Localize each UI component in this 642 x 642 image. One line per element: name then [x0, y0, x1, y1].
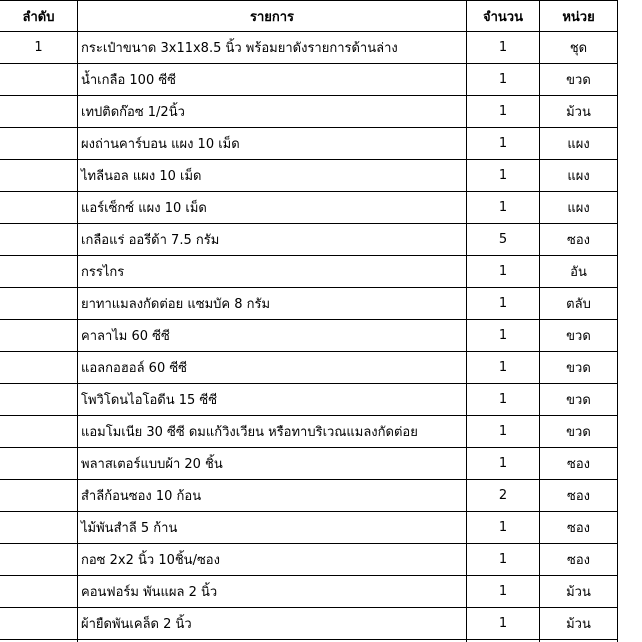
- cell-no: [0, 448, 78, 480]
- cell-no: [0, 384, 78, 416]
- cell-no: [0, 256, 78, 288]
- cell-no: [0, 352, 78, 384]
- cell-no: [0, 192, 78, 224]
- table-row: [0, 352, 618, 384]
- header-row: [0, 1, 618, 32]
- cell-unit: อัน: [540, 256, 618, 288]
- cell-item: ยาทาแมลงกัดต่อย แซมบัค 8 กรัม: [78, 288, 467, 320]
- cell-item: กระเป๋าขนาด 3x11x8.5 นิ้ว พร้อมยาดังรายการด้านล่าง: [78, 32, 467, 64]
- table-row: [0, 576, 618, 608]
- cell-qty: 1: [467, 192, 540, 224]
- cell-qty: 1: [467, 448, 540, 480]
- cell-unit: แผง: [540, 192, 618, 224]
- cell-no: [0, 544, 78, 576]
- cell-unit: ม้วน: [540, 576, 618, 608]
- cell-item: น้ำเกลือ 100 ซีซี: [78, 64, 467, 96]
- cell-unit: ซอง: [540, 448, 618, 480]
- table-row: [0, 64, 618, 96]
- table-row: [0, 512, 618, 544]
- cell-no: [0, 416, 78, 448]
- header-no: ลำดับ: [0, 1, 78, 32]
- cell-no: [0, 480, 78, 512]
- table-body: [0, 32, 618, 642]
- table-row: [0, 416, 618, 448]
- table-row: [0, 320, 618, 352]
- cell-item: เทปติดก๊อซ 1/2นิ้ว: [78, 96, 467, 128]
- cell-qty: 1: [467, 64, 540, 96]
- cell-unit: ซอง: [540, 544, 618, 576]
- cell-no: [0, 512, 78, 544]
- table-row: [0, 544, 618, 576]
- cell-unit: แผง: [540, 160, 618, 192]
- cell-qty: 1: [467, 544, 540, 576]
- cell-qty: 1: [467, 352, 540, 384]
- cell-qty: 1: [467, 576, 540, 608]
- cell-unit: ขวด: [540, 384, 618, 416]
- cell-no: [0, 608, 78, 640]
- table-row: [0, 224, 618, 256]
- header-unit: หน่วย: [540, 1, 618, 32]
- cell-no: 1: [0, 32, 78, 64]
- table-row: [0, 448, 618, 480]
- cell-item: เกลือแร่ ออรีด้า 7.5 กรัม: [78, 224, 467, 256]
- cell-unit: ขวด: [540, 320, 618, 352]
- cell-qty: 1: [467, 128, 540, 160]
- cell-item: คอนฟอร์ม พันแผล 2 นิ้ว: [78, 576, 467, 608]
- table-row: [0, 96, 618, 128]
- cell-no: [0, 128, 78, 160]
- cell-qty: 1: [467, 96, 540, 128]
- cell-qty: 1: [467, 512, 540, 544]
- cell-qty: 1: [467, 384, 540, 416]
- cell-item: แอลกอฮอล์ 60 ซีซี: [78, 352, 467, 384]
- table-row: [0, 384, 618, 416]
- cell-item: พลาสเตอร์แบบผ้า 20 ชิ้น: [78, 448, 467, 480]
- cell-unit: ซอง: [540, 224, 618, 256]
- cell-item: แอร์เซ็กซ์ แผง 10 เม็ด: [78, 192, 467, 224]
- table-row: [0, 480, 618, 512]
- cell-no: [0, 288, 78, 320]
- cell-no: [0, 576, 78, 608]
- cell-unit: ตลับ: [540, 288, 618, 320]
- cell-item: คาลาไม 60 ซีซี: [78, 320, 467, 352]
- cell-qty: 1: [467, 608, 540, 640]
- cell-unit: ม้วน: [540, 608, 618, 640]
- cell-unit: ขวด: [540, 64, 618, 96]
- cell-qty: 1: [467, 320, 540, 352]
- table-row: [0, 608, 618, 640]
- cell-qty: 1: [467, 288, 540, 320]
- cell-qty: 1: [467, 416, 540, 448]
- cell-unit: ม้วน: [540, 96, 618, 128]
- cell-no: [0, 224, 78, 256]
- cell-unit: แผง: [540, 128, 618, 160]
- cell-no: [0, 160, 78, 192]
- cell-unit: ขวด: [540, 352, 618, 384]
- table-row: [0, 192, 618, 224]
- cell-qty: 1: [467, 160, 540, 192]
- cell-qty: 2: [467, 480, 540, 512]
- cell-item: กอซ 2x2 นิ้ว 10ชิ้น/ซอง: [78, 544, 467, 576]
- cell-qty: 1: [467, 256, 540, 288]
- table-row: [0, 160, 618, 192]
- header-qty: จำนวน: [467, 1, 540, 32]
- table-row: [0, 32, 618, 64]
- cell-unit: ซอง: [540, 480, 618, 512]
- cell-qty: 5: [467, 224, 540, 256]
- cell-item: สำลีก้อนซอง 10 ก้อน: [78, 480, 467, 512]
- cell-item: โพวิโดนไอโอดีน 15 ซีซี: [78, 384, 467, 416]
- cell-unit: ขวด: [540, 416, 618, 448]
- cell-item: ไทลีนอล แผง 10 เม็ด: [78, 160, 467, 192]
- cell-unit: ชุด: [540, 32, 618, 64]
- cell-item: กรรไกร: [78, 256, 467, 288]
- cell-no: [0, 64, 78, 96]
- cell-item: ไม้พันสำลี 5 ก้าน: [78, 512, 467, 544]
- cell-no: [0, 96, 78, 128]
- cell-item: ผงถ่านคาร์บอน แผง 10 เม็ด: [78, 128, 467, 160]
- table-row: [0, 128, 618, 160]
- header-item: รายการ: [78, 1, 467, 32]
- cell-item: ผ้ายืดพันเคล็ด 2 นิ้ว: [78, 608, 467, 640]
- cell-item: แอมโมเนีย 30 ซีซี ดมแก้วิงเวียน หรือทาบริเวณแมลงกัดต่อย: [78, 416, 467, 448]
- cell-no: [0, 320, 78, 352]
- cell-qty: 1: [467, 32, 540, 64]
- table-row: [0, 288, 618, 320]
- cell-unit: ซอง: [540, 512, 618, 544]
- table-row: [0, 256, 618, 288]
